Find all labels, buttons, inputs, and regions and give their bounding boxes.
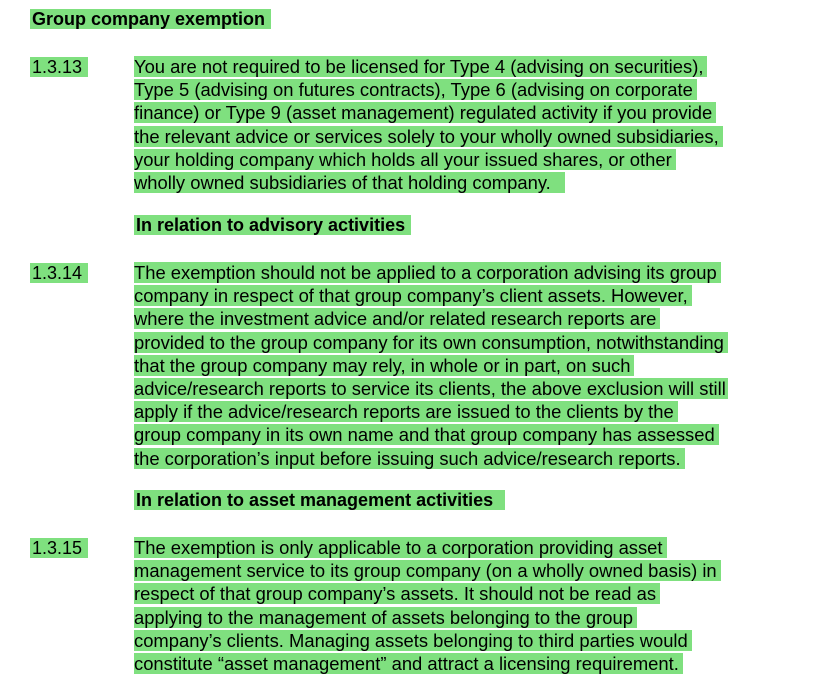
paragraph-line: apply if the advice/research reports are issued to the clients by the bbox=[134, 401, 678, 422]
paragraph-number-text: 1.3.15 bbox=[30, 538, 88, 558]
heading-text: In relation to asset management activities bbox=[134, 490, 505, 510]
paragraph-line: the relevant advice or services solely to your wholly owned subsidiaries, bbox=[134, 126, 723, 147]
paragraph-line: management service to its group company (on a wholly owned basis) in bbox=[134, 560, 721, 581]
paragraph-line: finance) or Type 9 (asset management) regulated activity if you provide bbox=[134, 102, 716, 123]
heading-text: In relation to advisory activities bbox=[134, 215, 411, 235]
paragraph-line: your holding company which holds all your issued shares, or other bbox=[134, 149, 676, 170]
paragraph-line: provided to the group company for its own consumption, notwithstanding bbox=[134, 332, 728, 353]
paragraph-line: the corporation’s input before issuing such advice/research reports. bbox=[134, 448, 685, 469]
heading-text: Group company exemption bbox=[30, 9, 271, 29]
section-heading-advisory bbox=[134, 214, 411, 236]
paragraph-line: respect of that group company’s assets. It should not be read as bbox=[134, 583, 660, 604]
paragraph-line: wholly owned subsidiaries of that holding company. bbox=[134, 172, 565, 193]
paragraph-line: company’s clients. Managing assets belonging to third parties would bbox=[134, 630, 692, 651]
paragraph-line: applying to the management of assets belonging to the group bbox=[134, 607, 637, 628]
paragraph-line: company in respect of that group company’s client assets. However, bbox=[134, 285, 692, 306]
paragraph-line: that the group company may rely, in whole or in part, on such bbox=[134, 355, 634, 376]
paragraph-line: constitute “asset management” and attract a licensing requirement. bbox=[134, 653, 683, 674]
section-heading-asset-management bbox=[134, 489, 505, 511]
paragraph-number bbox=[30, 56, 88, 78]
paragraph-1-3-14 bbox=[134, 261, 831, 470]
paragraph-number-text: 1.3.13 bbox=[30, 57, 88, 77]
paragraph-number-text: 1.3.14 bbox=[30, 263, 88, 283]
paragraph-line: Type 5 (advising on futures contracts), Type 6 (advising on corporate bbox=[134, 79, 697, 100]
paragraph-number bbox=[30, 537, 88, 559]
paragraph-line: The exemption is only applicable to a corporation providing asset bbox=[134, 537, 667, 558]
paragraph-1-3-13 bbox=[134, 55, 831, 194]
paragraph-number bbox=[30, 262, 88, 284]
section-heading-group-company-exemption bbox=[30, 8, 271, 30]
paragraph-line: The exemption should not be applied to a corporation advising its group bbox=[134, 262, 721, 283]
paragraph-line: advice/research reports to service its clients, the above exclusion will still bbox=[134, 377, 726, 399]
paragraph-line: where the investment advice and/or related research reports are bbox=[134, 308, 660, 329]
paragraph-line: You are not required to be licensed for Type 4 (advising on securities), bbox=[134, 56, 707, 77]
paragraph-1-3-15 bbox=[134, 536, 831, 675]
paragraph-line: group company in its own name and that group company has assessed bbox=[134, 424, 719, 445]
